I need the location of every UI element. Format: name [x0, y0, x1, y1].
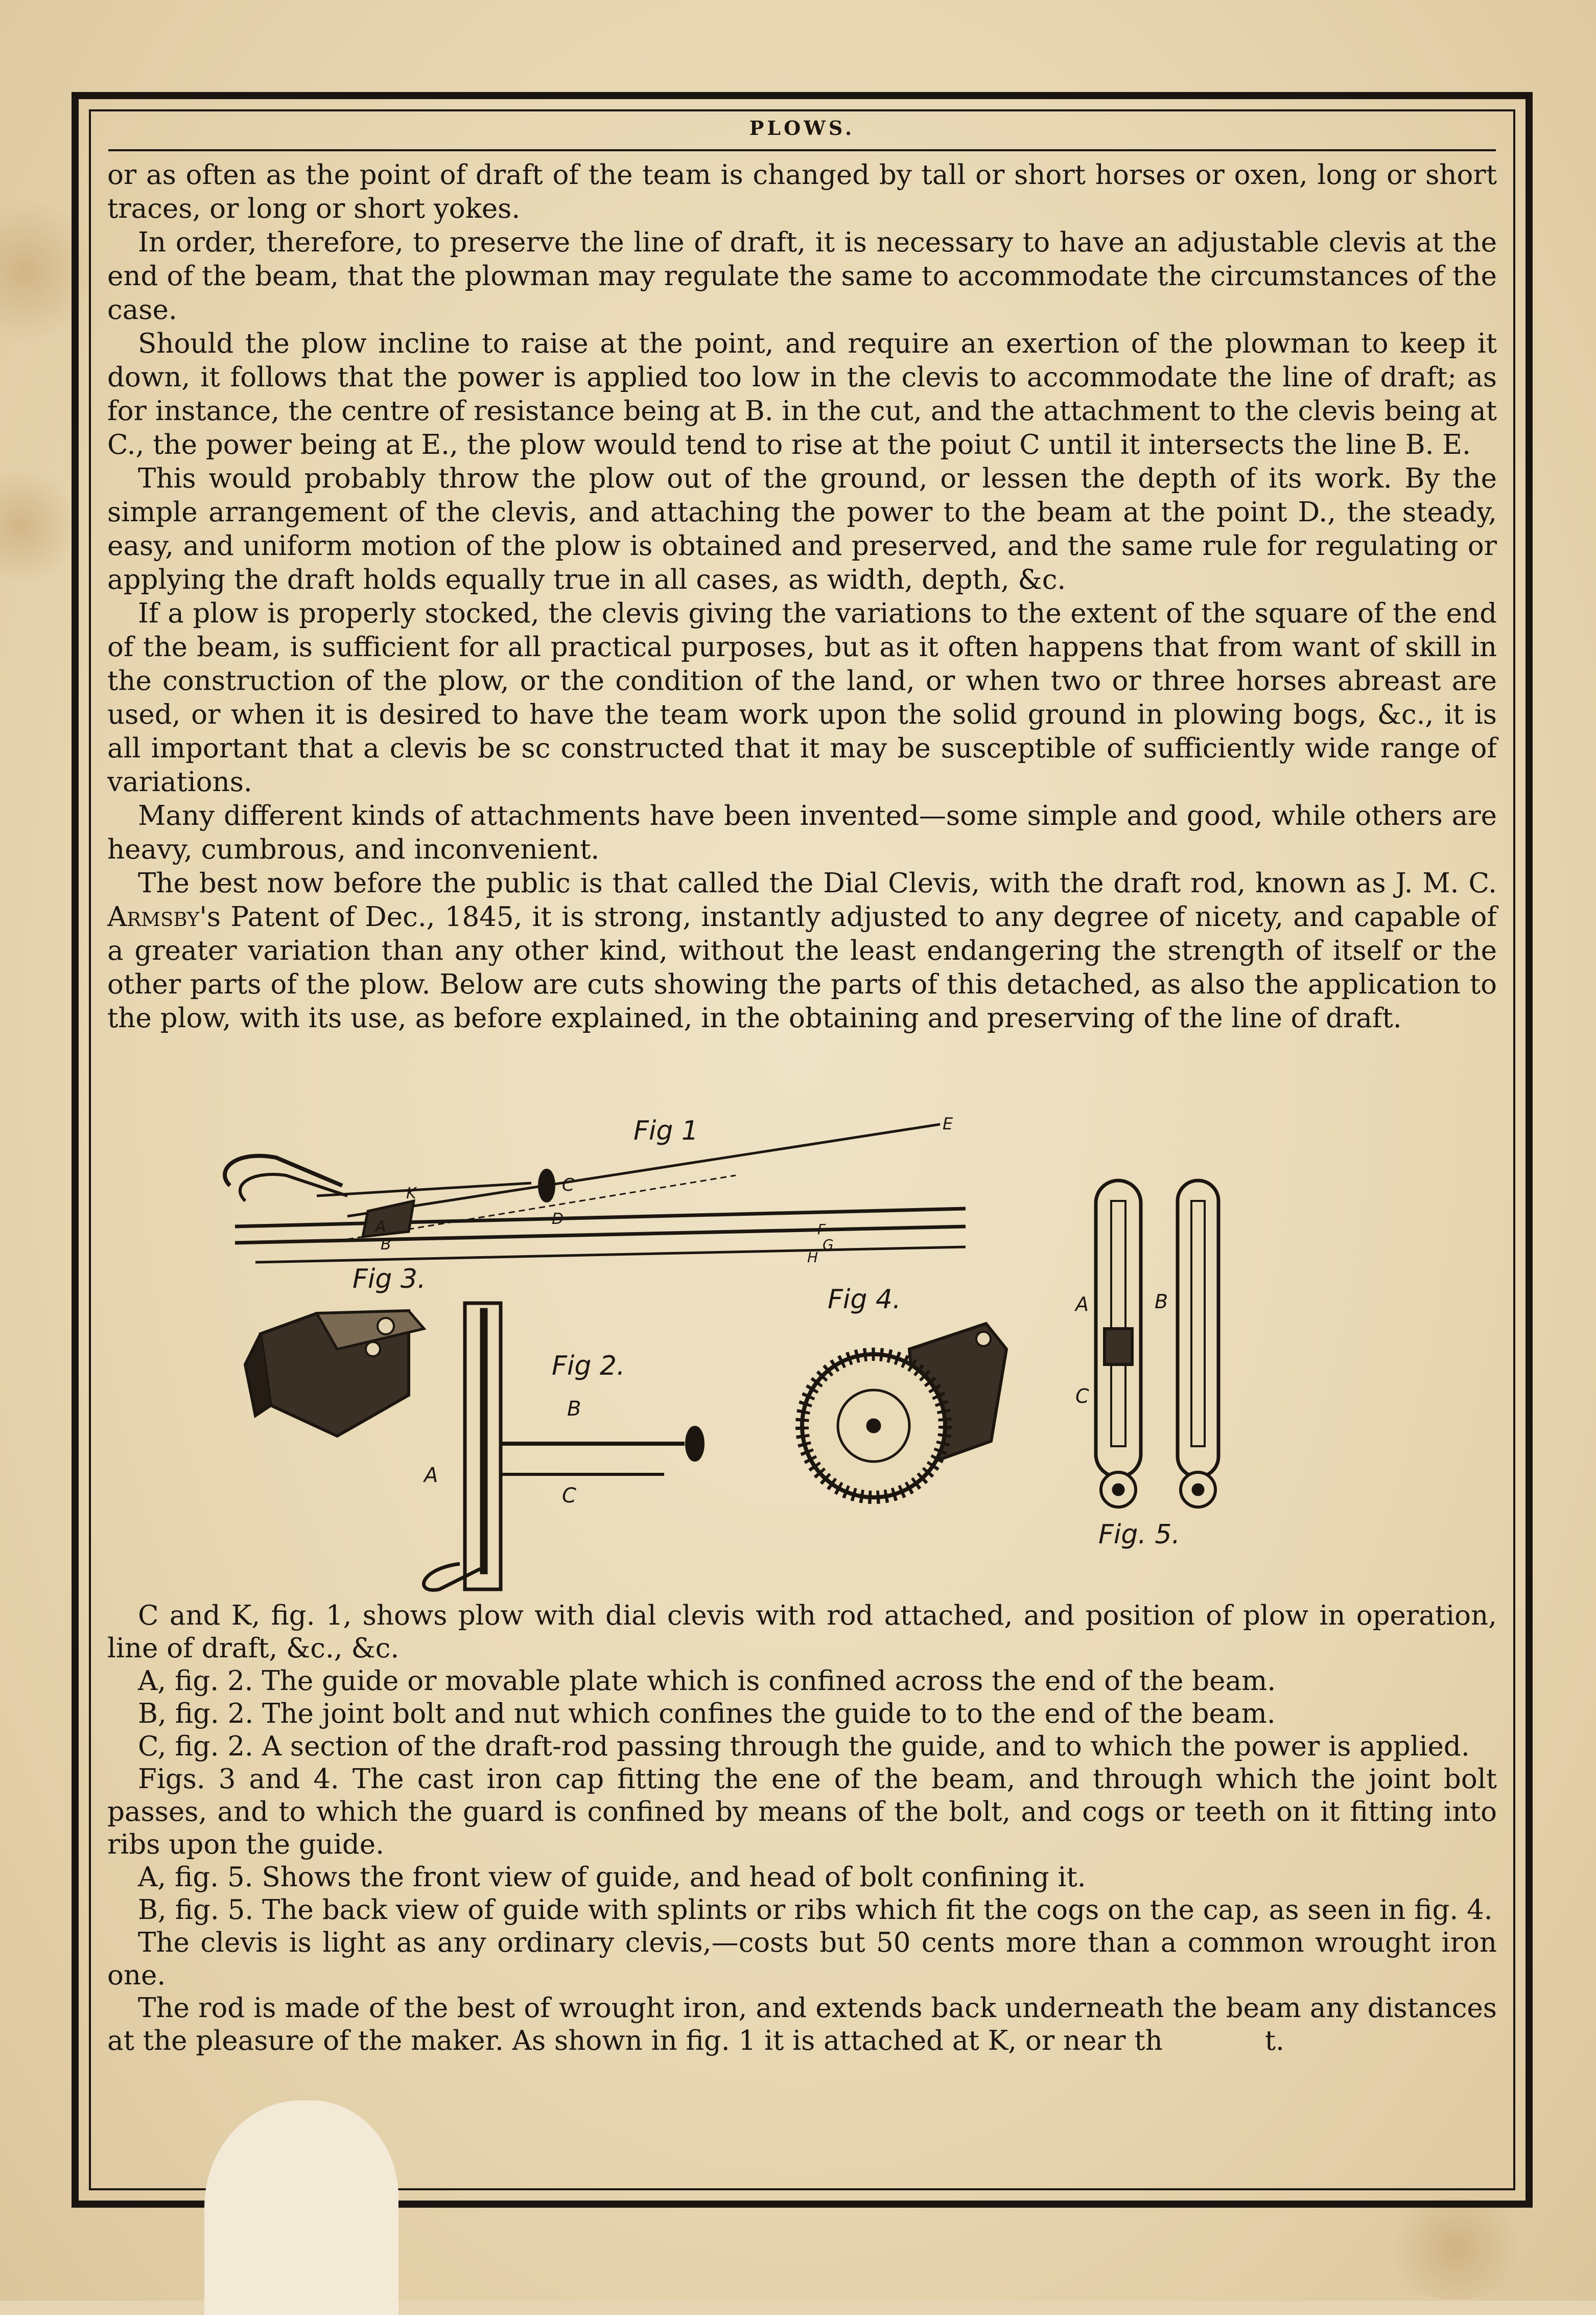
- label-c: C: [562, 1175, 574, 1195]
- caption-tail: t.: [1264, 2025, 1284, 2056]
- caption: C and K, fig. 1, shows plow with dial clevis with rod attached, and position of plow in operation, line of draft, &c., &c.: [107, 1600, 1497, 1664]
- paper-tear: [204, 2100, 398, 2315]
- caption: C, fig. 2. A section of the draft-rod passing through the guide, and to which the power is applied.: [138, 1731, 1470, 1762]
- fig3-cap: [245, 1311, 424, 1436]
- fig1-plow: [225, 1124, 966, 1262]
- fig5-label-b: B: [1155, 1290, 1168, 1313]
- caption: Figs. 3 and 4. The cast iron cap fitting the ene of the beam, and through which the joint bolt passes, and to which the guard is confined by means of the bolt, and cogs or teeth on it fitting into ribs upon the guide.: [107, 1764, 1497, 1860]
- fig5-label-c: C: [1075, 1385, 1089, 1407]
- fig2-label-c: C: [562, 1484, 576, 1508]
- fig5-label: Fig. 5.: [1098, 1519, 1181, 1550]
- paragraph-text: 's Patent of Dec., 1845, it is strong, instantly adjusted to any degree of nicety, and capable of a greater variation than any other kind, without the least endangering the strength of itself or the other parts of the plow. Below are cuts showing the parts of this detached, as also the application to the plow, with its use, as before explained, in the obtaining and preserving of the line of draft.: [107, 901, 1497, 1034]
- caption-text: The rod is made of the best of wrought iron, and extends back underneath the beam any distances at the pleasure of the maker. As shown in fig. 1 it is attached at K, or near th: [107, 1993, 1497, 2056]
- fig2-label: Fig 2.: [552, 1351, 625, 1381]
- label-k: K: [406, 1185, 416, 1202]
- paragraph: This would probably throw the plow out of the ground, or lessen the depth of its work. By the simple arrangement of the clevis, and attaching the power to the beam at the point D., the steady, easy, and uniform motion of the plow is obtained and preserved, and the same rule for regulating or applying the draft holds equally true in all cases, as width, depth, &c.: [107, 463, 1497, 595]
- fig2-guide: [424, 1303, 703, 1590]
- paragraph-text: The best now before the public is that called the Dial Clevis, with the draft rod, known as J. M. C.: [138, 868, 1497, 899]
- caption: B, fig. 2. The joint bolt and nut which confines the guide to to the end of the beam.: [138, 1698, 1276, 1729]
- water-stain: [0, 460, 72, 593]
- label-f: F: [817, 1221, 826, 1238]
- caption: The clevis is light as any ordinary clevis,—costs but 50 cents more than a common wrought iron one.: [107, 1927, 1497, 1991]
- caption: A, fig. 5. Shows the front view of guide, and head of bolt confining it.: [138, 1862, 1086, 1893]
- fig4-label: Fig 4.: [828, 1284, 901, 1315]
- fig5-guides: [1096, 1180, 1218, 1507]
- paragraph: or as often as the point of draft of the team is changed by tall or short horses or oxen, long or short traces, or long or short yokes.: [107, 159, 1497, 224]
- fig2-label-b: B: [567, 1397, 581, 1421]
- label-d: D: [552, 1210, 564, 1228]
- label-b: B: [381, 1236, 391, 1254]
- paragraph: If a plow is properly stocked, the clevis giving the variations to the extent of the square of the end of the beam, is sufficient for all practical purposes, but as it often happens that from want of skill in the construction of the plow, or the condition of the land, or when two or three horses abreast are used, or when it is desired to have the team work upon the solid ground in plowing bogs, &c., it is all important that a clevis be sc constructed that it may be susceptible of sufficiently wide range of variations.: [107, 598, 1497, 798]
- inventor-name: Armsby: [107, 901, 200, 933]
- dial-clevis-paragraph: [107, 867, 1497, 1035]
- running-head: PLOWS.: [749, 117, 855, 140]
- label-g: G: [823, 1236, 834, 1253]
- caption: B, fig. 5. The back view of guide with splints or ribs which fit the cogs on the cap, as seen in fig. 4.: [138, 1894, 1493, 1926]
- paragraph: Many different kinds of attachments have been invented—some simple and good, while others are heavy, cumbrous, and inconvenient.: [107, 800, 1497, 865]
- caption: A, fig. 2. The guide or movable plate which is confined across the end of the beam.: [138, 1665, 1276, 1697]
- clevis-engraving: [102, 1109, 1492, 1600]
- figure-captions: [107, 1600, 1497, 2057]
- fig4-dial: [802, 1324, 1006, 1497]
- label-h: H: [807, 1249, 818, 1266]
- water-stain: [1379, 2197, 1533, 2300]
- fig5-label-a: A: [1075, 1293, 1089, 1315]
- fig3-label: Fig 3.: [353, 1264, 426, 1294]
- caption: [107, 1992, 1497, 2057]
- fig2-label-a: A: [424, 1464, 438, 1487]
- fig1-label: Fig 1: [633, 1116, 698, 1146]
- paragraph: Should the plow incline to raise at the point, and require an exertion of the plowman to keep it down, it follows that the power is applied too low in the clevis to accommodate the line of draft; as for instance, the centre of resistance being at B. in the cut, and the attachment to the clevis being at C., the power being at E., the plow would tend to rise at the poiut C until it intersects the line B. E.: [107, 328, 1497, 460]
- paragraph: In order, therefore, to preserve the line of draft, it is necessary to have an adjustable clevis at the end of the beam, that the plowman may regulate the same to accommodate the circumstances of the case.: [107, 227, 1497, 326]
- label-a: A: [375, 1218, 386, 1236]
- body-text: [107, 158, 1497, 1035]
- label-e: E: [943, 1114, 953, 1133]
- head-rule: [108, 149, 1496, 151]
- clevis-illustration: [102, 1109, 1492, 1600]
